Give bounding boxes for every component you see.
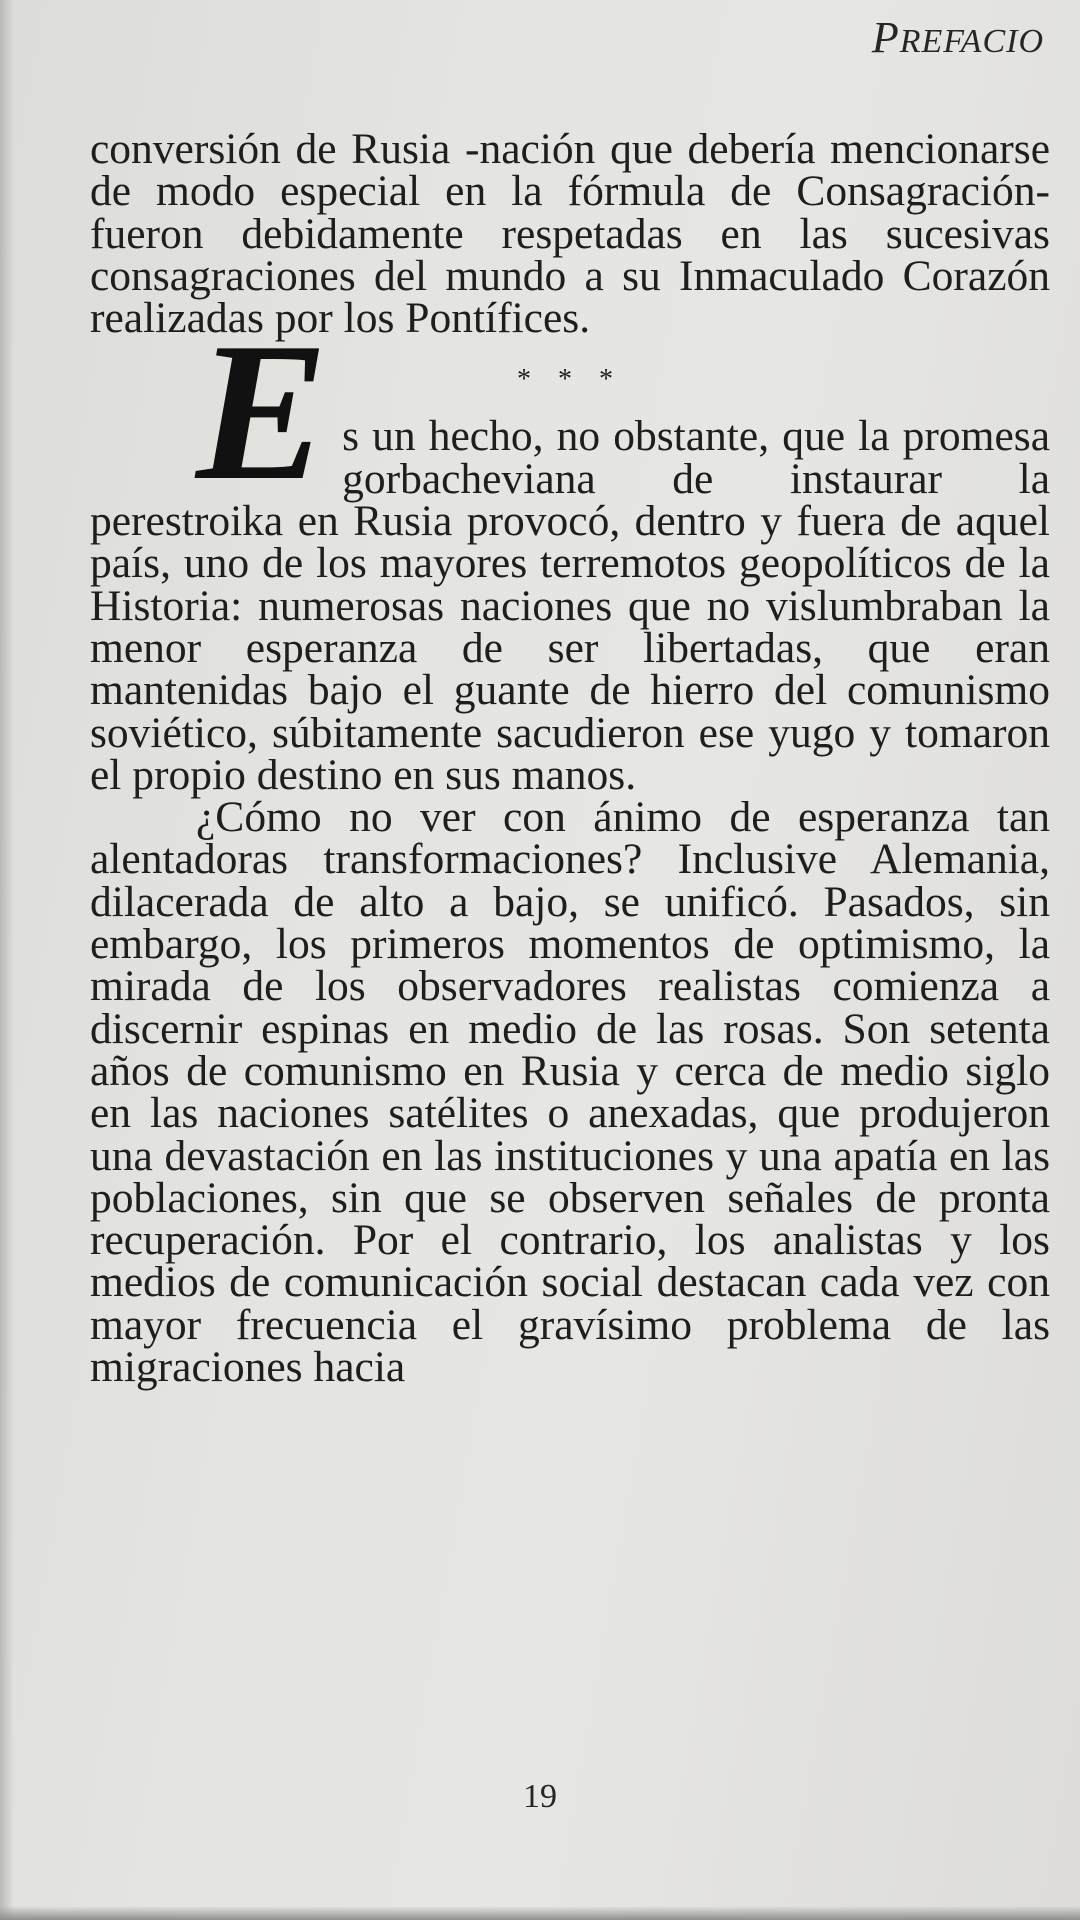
running-head — [872, 12, 1044, 63]
page-edge-shadow — [0, 0, 14, 1920]
drop-cap: E — [196, 302, 329, 522]
body-text — [90, 125, 1050, 1392]
paragraph-3: ¿Cómo no ver con ánimo de esperanza tan alentadoras transformaciones? Inclusive Alemania, dilacerada de alto a bajo, se unificó. Pasados, sin embargo, los primeros momentos de optimismo, la mirada de los observadores realistas comienza a discernir espinas en medio de las rosas. Son setenta años de comunismo en Rusia y cerca de medio siglo en las naciones satélites o anexadas, que produjeron una devastación en las instituciones y una apatía en las poblaciones, sin que se observen señales de pronta recuperación. Por el contrario, los analistas y los medios de comunicación social destacan cada vez con mayor frecuencia el gravísimo problema de las migraciones hacia — [90, 793, 1050, 1392]
page-bottom-shadow — [0, 1906, 1080, 1920]
paragraph-1: conversión de Rusia -nación que debería mencionarse de modo especial en la fórmula de Consagración- fueron debidamente respetadas en las sucesivas consagraciones del mundo a su Inmaculado Corazón realizadas por los Pontífices. — [90, 125, 1050, 343]
running-head-initial: P — [871, 13, 900, 62]
running-head-rest: REFACIO — [899, 23, 1044, 60]
section-separator: * * * — [517, 364, 623, 396]
paragraph-2-text: s un hecho, no obstante, que la promesa gorbacheviana de instaurar la perestroika en Rusia provocó, dentro y fuera de aquel país, uno de los mayores terremotos geopolíticos de la Historia: numerosas naciones que no vislumbraban la menor esperanza de ser libertadas, que eran mantenidas bajo el guante de hierro del comunismo soviético, súbitamente sacudieron ese yugo y tomaron el propio destino en sus manos. — [90, 412, 1050, 799]
page-number: 19 — [523, 1778, 557, 1815]
paragraph-2 — [90, 302, 1050, 799]
